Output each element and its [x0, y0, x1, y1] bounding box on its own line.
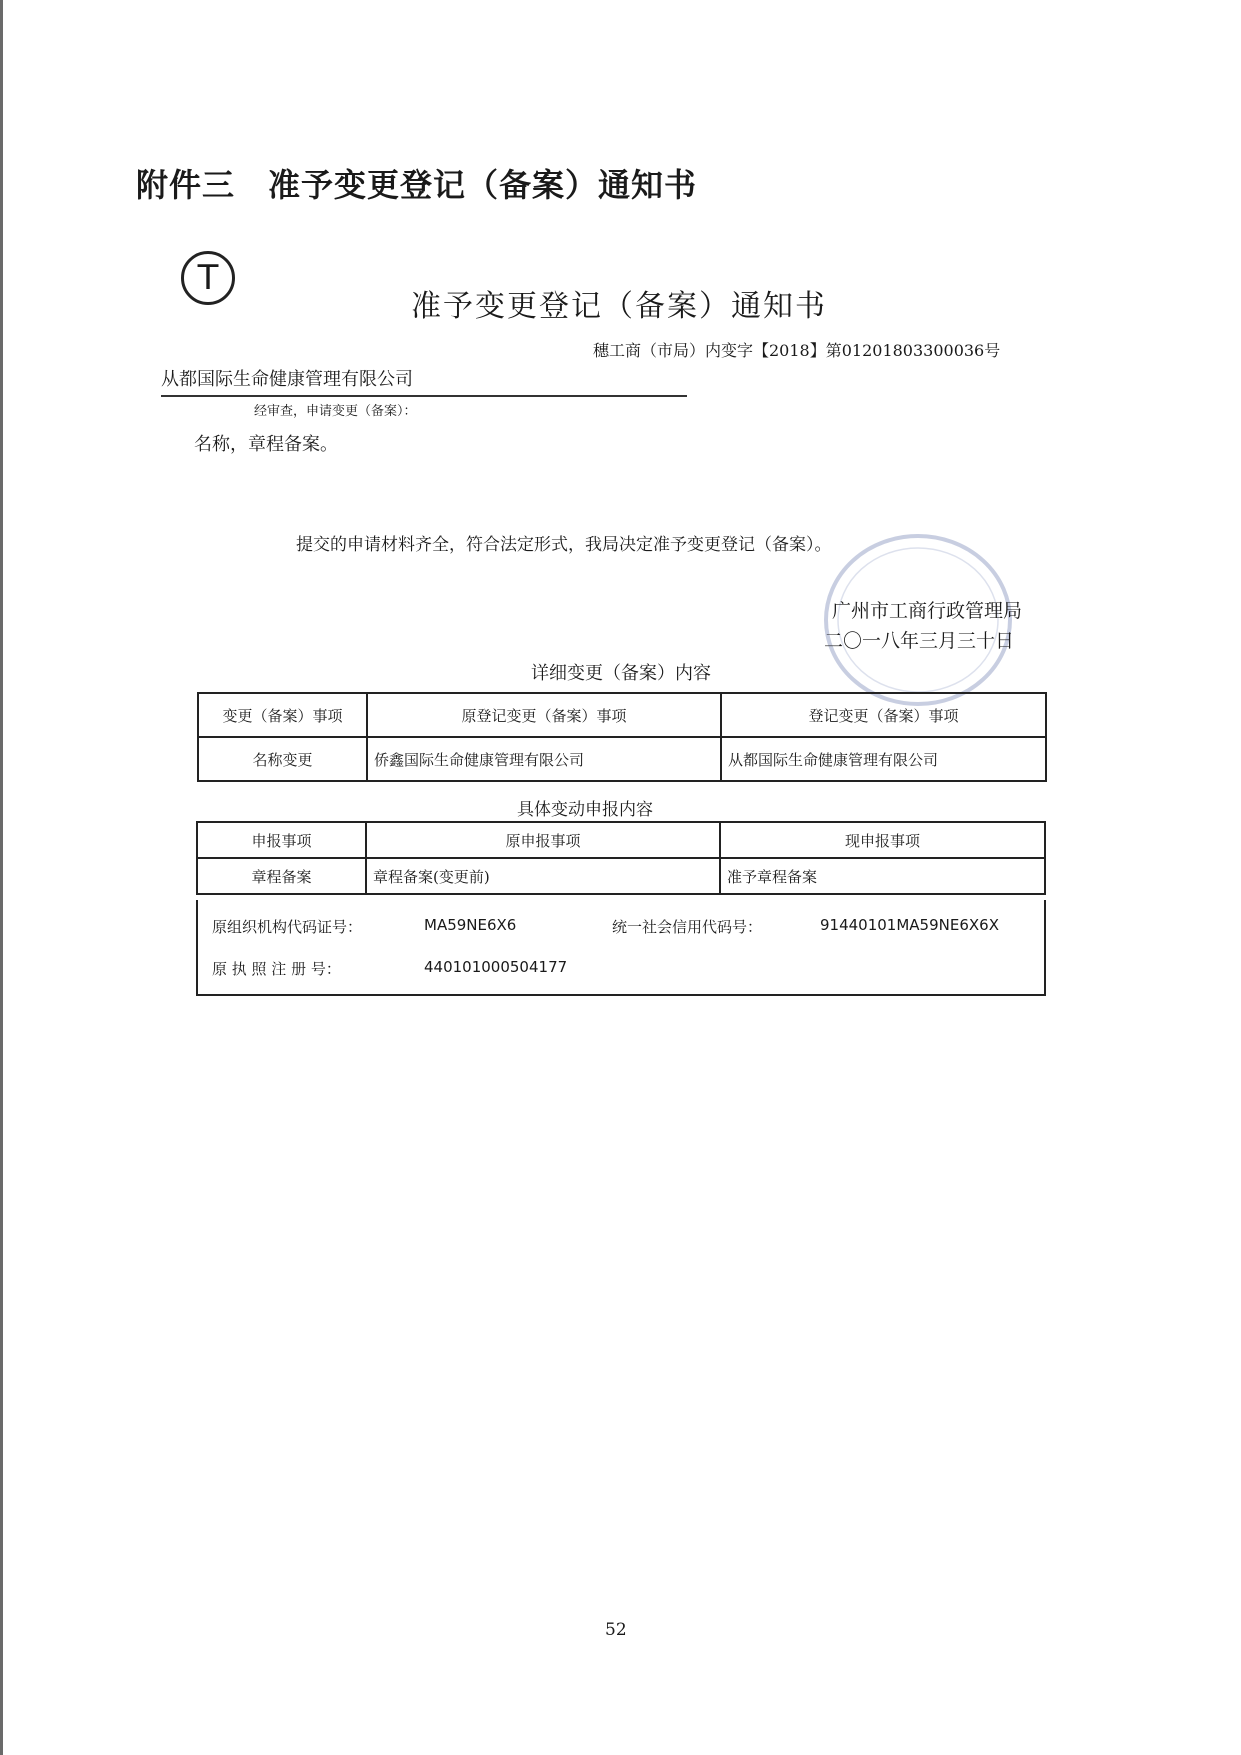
table-header-cell: 原登记变更（备案）事项 — [367, 693, 721, 737]
codes-box — [196, 900, 1046, 996]
reference-number: 穗工商（市局）内变字【2018】第01201803300036号 — [593, 341, 1001, 360]
license-value: 440101000504177 — [424, 958, 568, 976]
section-title-change: 详细变更（备案）内容 — [531, 663, 711, 684]
table-header-row — [198, 693, 1046, 737]
table-row — [197, 858, 1045, 894]
page-heading: 附件三 准予变更登记（备案）通知书 — [136, 166, 698, 204]
org-code-value: MA59NE6X6 — [424, 916, 517, 934]
report-table — [196, 821, 1046, 895]
t-logo-icon: T — [181, 251, 235, 305]
table-header-cell: 申报事项 — [197, 822, 366, 858]
issuing-authority: 广州市工商行政管理局 — [832, 600, 1023, 622]
recipient: 从都国际生命健康管理有限公司 — [161, 365, 687, 397]
license-label: 原 执 照 注 册 号： — [212, 960, 341, 978]
table-cell: 名称变更 — [198, 737, 367, 781]
table-header-cell: 现申报事项 — [720, 822, 1045, 858]
intro-text: 经审查，申请变更（备案）： — [254, 404, 417, 419]
section-title-report: 具体变动申报内容 — [517, 800, 653, 820]
table-cell: 准予章程备案 — [720, 858, 1045, 894]
table-header-cell: 登记变更（备案）事项 — [721, 693, 1046, 737]
table-header-row — [197, 822, 1045, 858]
table-header-cell: 原申报事项 — [366, 822, 720, 858]
change-table — [197, 692, 1047, 782]
table-header-cell: 变更（备案）事项 — [198, 693, 367, 737]
page-number: 52 — [605, 1620, 627, 1640]
change-items: 名称，章程备案。 — [194, 434, 338, 455]
table-cell: 从都国际生命健康管理有限公司 — [721, 737, 1046, 781]
notice-title: 准予变更登记（备案）通知书 — [411, 289, 827, 324]
table-cell: 章程备案(变更前) — [366, 858, 720, 894]
table-row — [198, 737, 1046, 781]
decision-text: 提交的申请材料齐全，符合法定形式，我局决定准予变更登记（备案）。 — [296, 535, 832, 555]
table-cell: 章程备案 — [197, 858, 366, 894]
table-cell: 侨鑫国际生命健康管理有限公司 — [367, 737, 721, 781]
credit-code-value: 91440101MA59NE6X6X — [820, 916, 999, 934]
org-code-label: 原组织机构代码证号： — [212, 918, 363, 936]
issue-date: 二〇一八年三月三十日 — [824, 630, 1015, 652]
credit-code-label: 统一社会信用代码号： — [612, 918, 763, 936]
scan-edge — [0, 0, 3, 1755]
